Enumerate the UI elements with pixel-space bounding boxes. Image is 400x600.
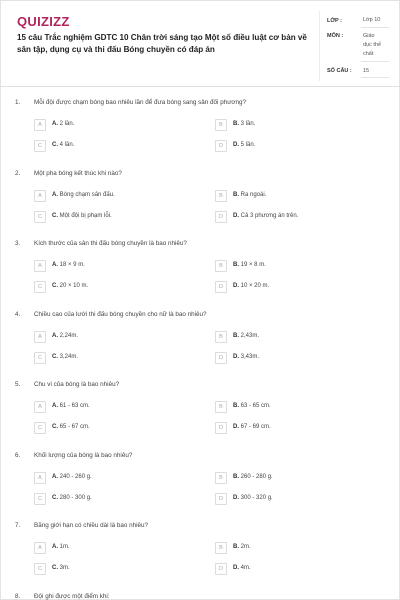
answer-option-c[interactable] — [34, 140, 204, 152]
worksheet-title: 15 câu Trắc nghiệm GDTC 10 Chân trời sáng tạo Một số điều luật cơ bản về sân tập, dụng cụ và thi đấu Bóng chuyền có đáp án — [17, 33, 307, 54]
answer-option-a[interactable] — [34, 260, 204, 272]
option-key-label: C. — [52, 494, 60, 501]
answer-option-d[interactable] — [215, 211, 385, 223]
option-text — [233, 262, 266, 268]
quizizz-logo: QUIZIZZ — [17, 14, 70, 29]
answer-option-c[interactable] — [34, 422, 204, 434]
option-value: 18 × 9 m. — [59, 262, 85, 268]
option-value: Ra ngoài. — [240, 191, 267, 198]
answer-option-a[interactable] — [34, 119, 204, 131]
option-value: 260 - 280 g. — [240, 473, 273, 480]
option-key-label: A. — [52, 332, 60, 339]
answer-option-c[interactable] — [34, 493, 204, 505]
answer-option-b[interactable] — [215, 190, 385, 202]
answer-option-b[interactable] — [215, 401, 385, 413]
question-text: Chiều cao của lưới thi đấu bóng chuyền cho nữ là bao nhiêu? — [34, 310, 207, 318]
option-value: 2m. — [240, 544, 251, 550]
option-text — [233, 192, 266, 198]
option-value: 2,24m. — [59, 332, 79, 339]
answer-option-c[interactable] — [34, 281, 204, 293]
option-letter-box: B — [215, 190, 227, 202]
option-value: 10 × 20 m. — [240, 283, 270, 289]
option-text — [52, 213, 112, 219]
option-text — [52, 142, 74, 148]
option-key-label: D. — [233, 565, 241, 571]
option-text — [52, 474, 92, 480]
option-value: 61 - 63 cm. — [59, 403, 90, 409]
option-key-label: D. — [233, 494, 241, 501]
option-key-label: A. — [52, 191, 60, 198]
subject-value-line: chất — [363, 51, 374, 57]
option-text — [233, 424, 271, 430]
option-value: 63 - 65 cm. — [240, 403, 271, 409]
option-value: 4 lần. — [59, 142, 75, 148]
question-text: Băng giới hạn có chiều dài là bao nhiêu? — [34, 522, 149, 529]
option-text — [52, 424, 90, 430]
answer-option-b[interactable] — [215, 260, 385, 272]
option-text — [233, 142, 255, 148]
subject-value-line: Giáo — [363, 33, 375, 39]
option-letter-box: D — [215, 140, 227, 152]
subject-label: MÔN : — [327, 33, 344, 39]
option-letter-box: B — [215, 542, 227, 554]
option-text — [233, 495, 273, 501]
option-key-label: B. — [233, 262, 241, 268]
question-number: 4. — [15, 310, 21, 318]
class-label: LỚP : — [327, 18, 342, 24]
class-underline — [361, 27, 389, 28]
question-number: 3. — [15, 240, 21, 247]
option-key-label: C. — [52, 565, 60, 571]
question-number: 1. — [15, 99, 21, 106]
option-letter-box: A — [34, 472, 46, 484]
option-text — [233, 474, 273, 480]
option-key-label: D. — [233, 283, 241, 289]
option-key-label: B. — [233, 121, 241, 127]
count-value: 15 — [363, 68, 370, 74]
option-value: 65 - 67 cm. — [59, 424, 90, 430]
option-letter-box: C — [34, 422, 46, 434]
option-letter-box: A — [34, 401, 46, 413]
class-value: Lớp 10 — [363, 17, 381, 23]
option-key-label: B. — [233, 403, 241, 409]
option-key-label: D. — [233, 353, 241, 360]
option-letter-box: D — [215, 281, 227, 293]
option-key-label: A. — [52, 544, 60, 550]
answer-option-a[interactable] — [34, 401, 204, 413]
option-key-label: D. — [233, 424, 241, 430]
option-key-label: A. — [52, 403, 60, 409]
option-value: 2 lần. — [59, 121, 75, 127]
option-letter-box: A — [34, 119, 46, 131]
option-key-label: C. — [52, 212, 60, 219]
answer-option-c[interactable] — [34, 563, 204, 575]
option-text — [52, 262, 85, 268]
option-key-label: C. — [52, 353, 60, 360]
option-text — [52, 495, 92, 501]
option-value: 2,43m. — [240, 332, 260, 339]
answer-option-c[interactable] — [34, 352, 204, 364]
question-number: 5. — [15, 381, 21, 388]
option-letter-box: B — [215, 260, 227, 272]
option-key-label: A. — [52, 473, 60, 480]
option-value: 20 × 10 m. — [59, 283, 89, 289]
answer-option-c[interactable] — [34, 211, 204, 223]
option-value: 5 lần. — [240, 142, 256, 148]
option-text — [52, 283, 88, 289]
option-key-label: A. — [52, 262, 60, 268]
option-value: 1m. — [59, 544, 70, 550]
option-text — [233, 544, 251, 550]
option-letter-box: A — [34, 542, 46, 554]
option-value: 3,43m. — [240, 353, 260, 360]
question-number: 2. — [15, 169, 21, 177]
question-number: 8. — [15, 592, 21, 600]
option-letter-box: A — [34, 331, 46, 343]
count-underline — [361, 77, 389, 78]
option-letter-box: A — [34, 260, 46, 272]
option-value: 280 - 300 g. — [59, 494, 92, 501]
answer-option-d[interactable] — [215, 352, 385, 364]
option-key-label: D. — [233, 212, 241, 219]
option-text — [52, 192, 115, 198]
option-value: 19 × 8 m. — [240, 262, 266, 268]
option-text — [52, 354, 78, 360]
answer-option-b[interactable] — [215, 472, 385, 484]
option-key-label: A. — [52, 121, 60, 127]
option-key-label: B. — [233, 332, 241, 339]
answer-option-d[interactable] — [215, 493, 385, 505]
option-text — [233, 565, 251, 571]
option-key-label: C. — [52, 142, 60, 148]
answer-option-b[interactable] — [215, 331, 385, 343]
option-value: 3m. — [59, 565, 70, 571]
option-text — [233, 403, 271, 409]
option-key-label: B. — [233, 191, 241, 198]
answer-option-d[interactable] — [215, 422, 385, 434]
question-text: Đội ghi được một điểm khi: — [34, 592, 110, 600]
subject-underline — [361, 61, 389, 62]
option-text — [52, 121, 74, 127]
option-letter-box: A — [34, 190, 46, 202]
option-text — [233, 121, 255, 127]
option-value: 3,24m. — [59, 353, 79, 360]
option-letter-box: B — [215, 472, 227, 484]
option-value: Một đội bị phạm lỗi. — [59, 212, 112, 219]
option-letter-box: C — [34, 281, 46, 293]
option-text — [52, 333, 78, 339]
header-divider — [1, 86, 400, 87]
option-value: 300 - 320 g. — [240, 494, 273, 501]
option-key-label: C. — [52, 424, 60, 430]
answer-option-d[interactable] — [215, 563, 385, 575]
option-value: 4m. — [240, 565, 251, 571]
option-value: Bóng chạm sân đấu. — [59, 191, 115, 198]
count-label: SỐ CÂU : — [327, 68, 352, 74]
option-value: 240 - 260 g. — [59, 473, 92, 480]
answer-option-a[interactable] — [34, 331, 204, 343]
option-text — [233, 213, 298, 219]
option-letter-box: B — [215, 119, 227, 131]
question-text: Mỗi đội được chạm bóng bao nhiêu lần để đưa bóng sang sân đối phương? — [34, 99, 247, 106]
question-number: 6. — [15, 451, 21, 459]
option-letter-box: B — [215, 331, 227, 343]
option-value: 3 lần. — [240, 121, 256, 127]
answer-option-a[interactable] — [34, 542, 204, 554]
option-text — [52, 544, 70, 550]
option-value: Cả 3 phương án trên. — [240, 212, 299, 219]
option-letter-box: C — [34, 493, 46, 505]
answer-option-b[interactable] — [215, 119, 385, 131]
option-value: 67 - 69 cm. — [240, 424, 271, 430]
option-letter-box: D — [215, 563, 227, 575]
option-letter-box: D — [215, 211, 227, 223]
option-letter-box: C — [34, 352, 46, 364]
option-text — [233, 333, 259, 339]
option-text — [233, 354, 259, 360]
option-text — [233, 283, 269, 289]
option-key-label: B. — [233, 544, 241, 550]
question-text: Kích thước của sân thi đấu bóng chuyền là bao nhiêu? — [34, 240, 187, 247]
option-text — [52, 565, 70, 571]
option-letter-box: C — [34, 211, 46, 223]
answer-option-d[interactable] — [215, 140, 385, 152]
answer-option-b[interactable] — [215, 542, 385, 554]
question-text: Một pha bóng kết thúc khi nào? — [34, 169, 122, 177]
option-key-label: B. — [233, 473, 241, 480]
meta-divider — [319, 11, 320, 81]
option-letter-box: B — [215, 401, 227, 413]
option-letter-box: C — [34, 140, 46, 152]
question-number: 7. — [15, 522, 21, 529]
option-letter-box: C — [34, 563, 46, 575]
question-text: Khối lượng của bóng là bao nhiêu? — [34, 451, 133, 459]
question-text: Chu vi của bóng là bao nhiêu? — [34, 381, 120, 388]
answer-option-d[interactable] — [215, 281, 385, 293]
answer-option-a[interactable] — [34, 472, 204, 484]
option-letter-box: D — [215, 422, 227, 434]
option-letter-box: D — [215, 493, 227, 505]
option-key-label: C. — [52, 283, 60, 289]
subject-value — [363, 32, 381, 59]
answer-option-a[interactable] — [34, 190, 204, 202]
subject-value-line: dục thể — [363, 42, 382, 48]
option-text — [52, 403, 90, 409]
option-key-label: D. — [233, 142, 241, 148]
option-letter-box: D — [215, 352, 227, 364]
